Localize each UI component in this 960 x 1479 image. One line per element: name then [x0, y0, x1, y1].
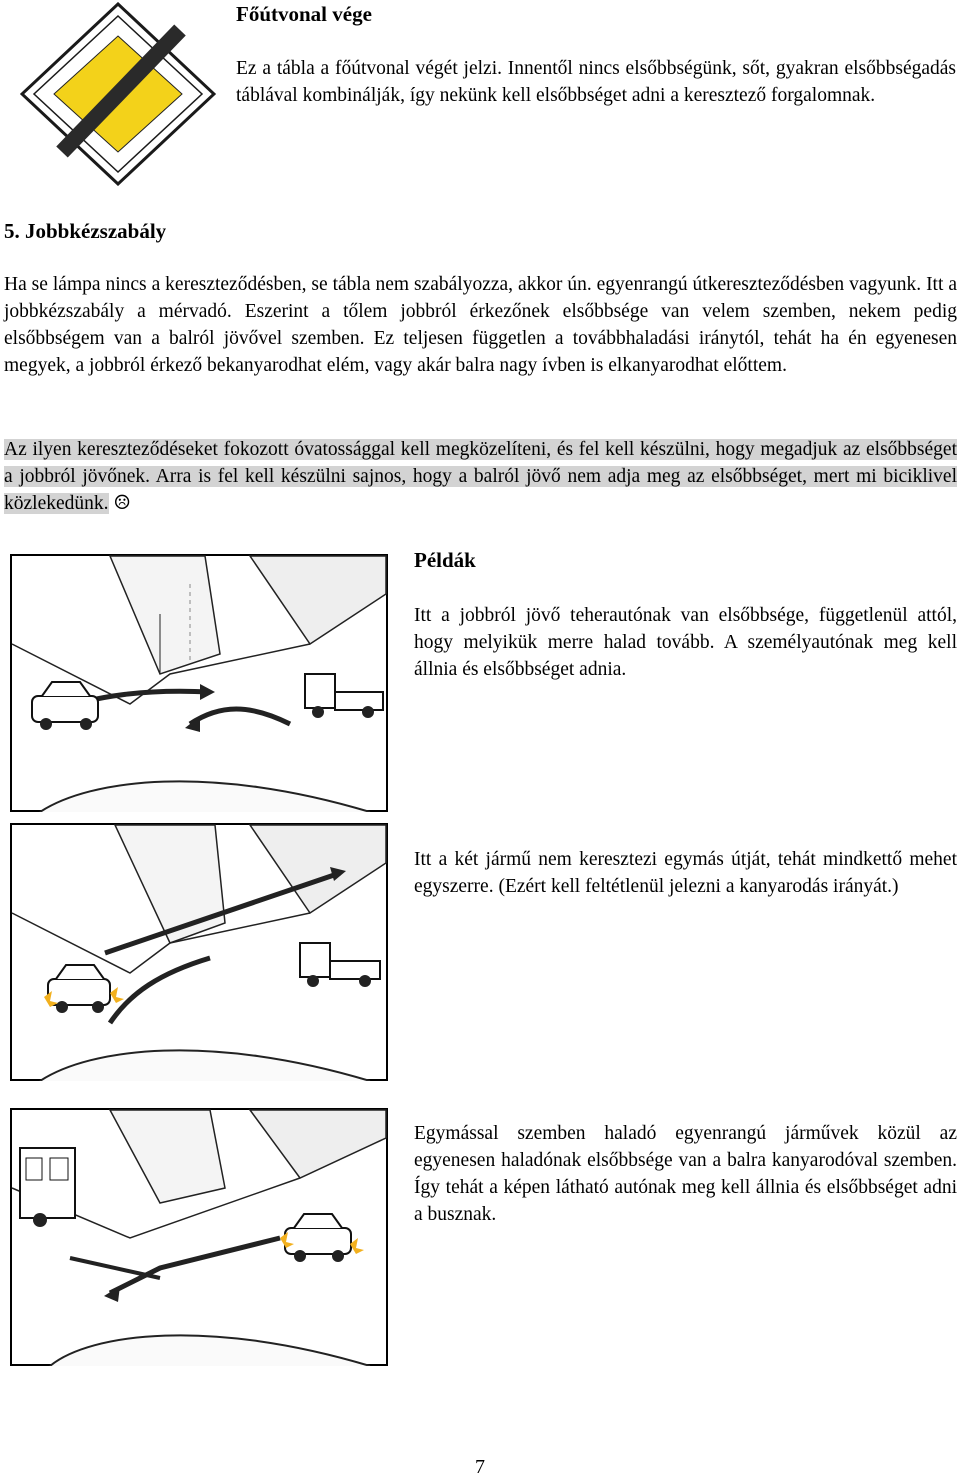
example-1-text: Itt a jobbról jövő teherautónak van elsőbbsége, függetlenül attól, hogy melyikük merre halad tovább. A személyautónak meg kell állnia és elsőbbséget adnia. [414, 605, 957, 680]
section-title: 5. Jobbkézszabály [4, 219, 167, 243]
sign-description: Ez a tábla a főútvonal végét jelzi. Innentől nincs elsőbbségünk, sőt, gyakran elsőbbségadás táblával kombinálják, így nekünk kell elsőbbséget adni a keresztező forgalomnak. [236, 58, 956, 106]
page-number: 7 [475, 1456, 485, 1478]
end-of-priority-road-sign-icon [20, 2, 216, 186]
highlight-text: Az ilyen kereszteződéseket fokozott óvatossággal kell megközelíteni, és fel kell készülni, hogy megadjuk az elsőbbséget a jobbról jövőnek. Arra is fel kell készülni sajnos, hogy a balról jövő nem adja meg az elsőbbséget, mert mi biciklivel közlekedünk. [4, 439, 957, 514]
example-3-text: Egymással szemben haladó egyenrangú járművek közül az egyenesen haladónak elsőbbsége van a balra kanyarodóval szemben. Így tehát a képen látható autónak meg kell állnia és elsőbbséget adni a busznak. [414, 1123, 957, 1225]
example-2-text: Itt a két jármű nem keresztezi egymás útját, tehát mindkettő mehet egyszerre. (Ezért kell feltétlenül jelezni a kanyarodás irányát.) [414, 849, 957, 897]
sign-title: Főútvonal vége [236, 2, 372, 26]
illustration-bus-priority [10, 1108, 388, 1366]
sad-face-icon: ☹ [113, 493, 131, 514]
examples-title: Példák [414, 548, 476, 572]
rule-paragraph: Ha se lámpa nincs a kereszteződésben, se tábla nem szabályozza, akkor ún. egyenrangú útkereszteződésben vagyunk. Itt a jobbkézszabály a mérvadó. Eszerint a tőlem jobbról érkezőnek elsőbbsége van velem szemben, nekem pedig elsőbbségem van a balról jövővel szemben. Ez teljesen független a továbbhaladási iránytól, tehát ha én egyenesen megyek, a jobbról érkező bekanyarodhat elém, vagy akár balra nagy ívben is elkanyarodhat előttem. [4, 274, 957, 376]
illustration-truck-priority [10, 554, 388, 812]
highlighted-paragraph [4, 436, 957, 517]
illustration-both-turn [10, 823, 388, 1081]
